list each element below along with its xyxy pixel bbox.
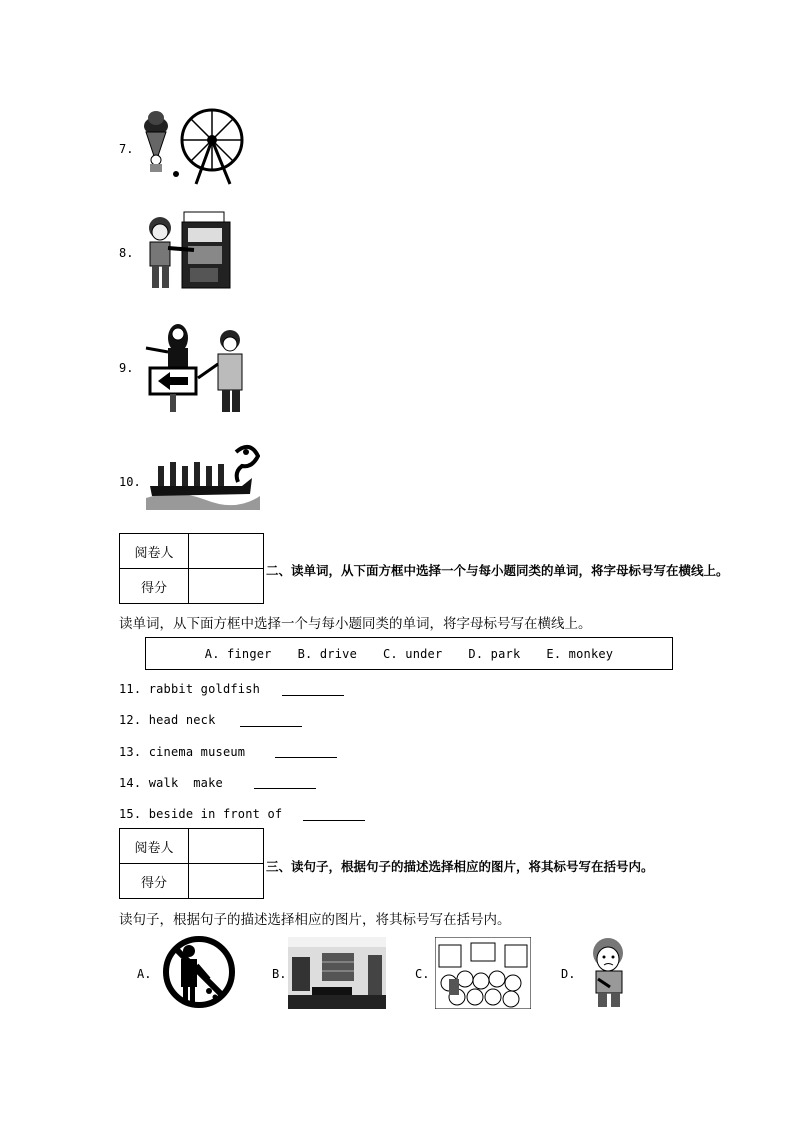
reviewer-label: 阅卷人 bbox=[120, 829, 189, 864]
section2-instruction: 读单词，从下面方框中选择一个与每小题同类的单词，将字母标号写在横线上。 bbox=[119, 616, 592, 632]
sick-boy-picture bbox=[580, 935, 638, 1009]
reviewer-cell[interactable] bbox=[189, 829, 264, 864]
section2-heading: 二、读单词，从下面方框中选择一个与每小题同类的单词，将字母标号写在横线上。 bbox=[266, 563, 729, 578]
score-box-section2 bbox=[119, 533, 264, 604]
picture-b-label: B. bbox=[272, 967, 287, 981]
option-b: B. drive bbox=[297, 646, 357, 661]
reviewer-cell[interactable] bbox=[189, 534, 264, 569]
picture-c-label: C. bbox=[415, 967, 430, 981]
option-e: E. monkey bbox=[546, 646, 614, 661]
answer-blank-14[interactable] bbox=[254, 788, 316, 789]
picture-a-label: A. bbox=[137, 967, 152, 981]
word-options-box bbox=[145, 637, 673, 670]
item-10-number: 10. bbox=[119, 475, 141, 489]
reviewer-label: 阅卷人 bbox=[120, 534, 189, 569]
question-11: 11. rabbit goldfish bbox=[119, 682, 261, 696]
item-8-number: 8. bbox=[119, 246, 134, 260]
section3-instruction: 读句子，根据句子的描述选择相应的图片，将其标号写在括号内。 bbox=[119, 912, 511, 928]
section3-heading: 三、读句子，根据句子的描述选择相应的图片，将其标号写在括号内。 bbox=[266, 859, 654, 874]
question-14: 14. walk make bbox=[119, 776, 223, 790]
score-label: 得分 bbox=[120, 864, 189, 899]
dragon-boat-race-picture bbox=[146, 438, 260, 510]
score-cell[interactable] bbox=[189, 864, 264, 899]
question-13: 13. cinema museum bbox=[119, 745, 246, 759]
no-littering-sign bbox=[155, 935, 243, 1009]
score-cell[interactable] bbox=[189, 569, 264, 604]
answer-blank-13[interactable] bbox=[275, 757, 337, 758]
asking-directions-picture bbox=[140, 318, 246, 416]
option-a: A. finger bbox=[204, 646, 272, 661]
option-d: D. park bbox=[468, 646, 521, 661]
answer-blank-12[interactable] bbox=[240, 726, 302, 727]
score-label: 得分 bbox=[120, 569, 189, 604]
item-7-number: 7. bbox=[119, 142, 134, 156]
library-room-picture bbox=[288, 937, 386, 1009]
answer-blank-11[interactable] bbox=[282, 695, 344, 696]
question-12: 12. head neck bbox=[119, 713, 216, 727]
picture-d-label: D. bbox=[561, 967, 576, 981]
crowd-of-children-picture bbox=[435, 937, 531, 1009]
option-c: C. under bbox=[383, 646, 443, 661]
person-at-ticket-machine-picture bbox=[144, 210, 234, 290]
ice-cream-and-ferris-wheel-picture bbox=[140, 104, 246, 188]
item-9-number: 9. bbox=[119, 361, 134, 375]
score-box-section3 bbox=[119, 828, 264, 899]
question-15: 15. beside in front of bbox=[119, 807, 283, 821]
answer-blank-15[interactable] bbox=[303, 820, 365, 821]
